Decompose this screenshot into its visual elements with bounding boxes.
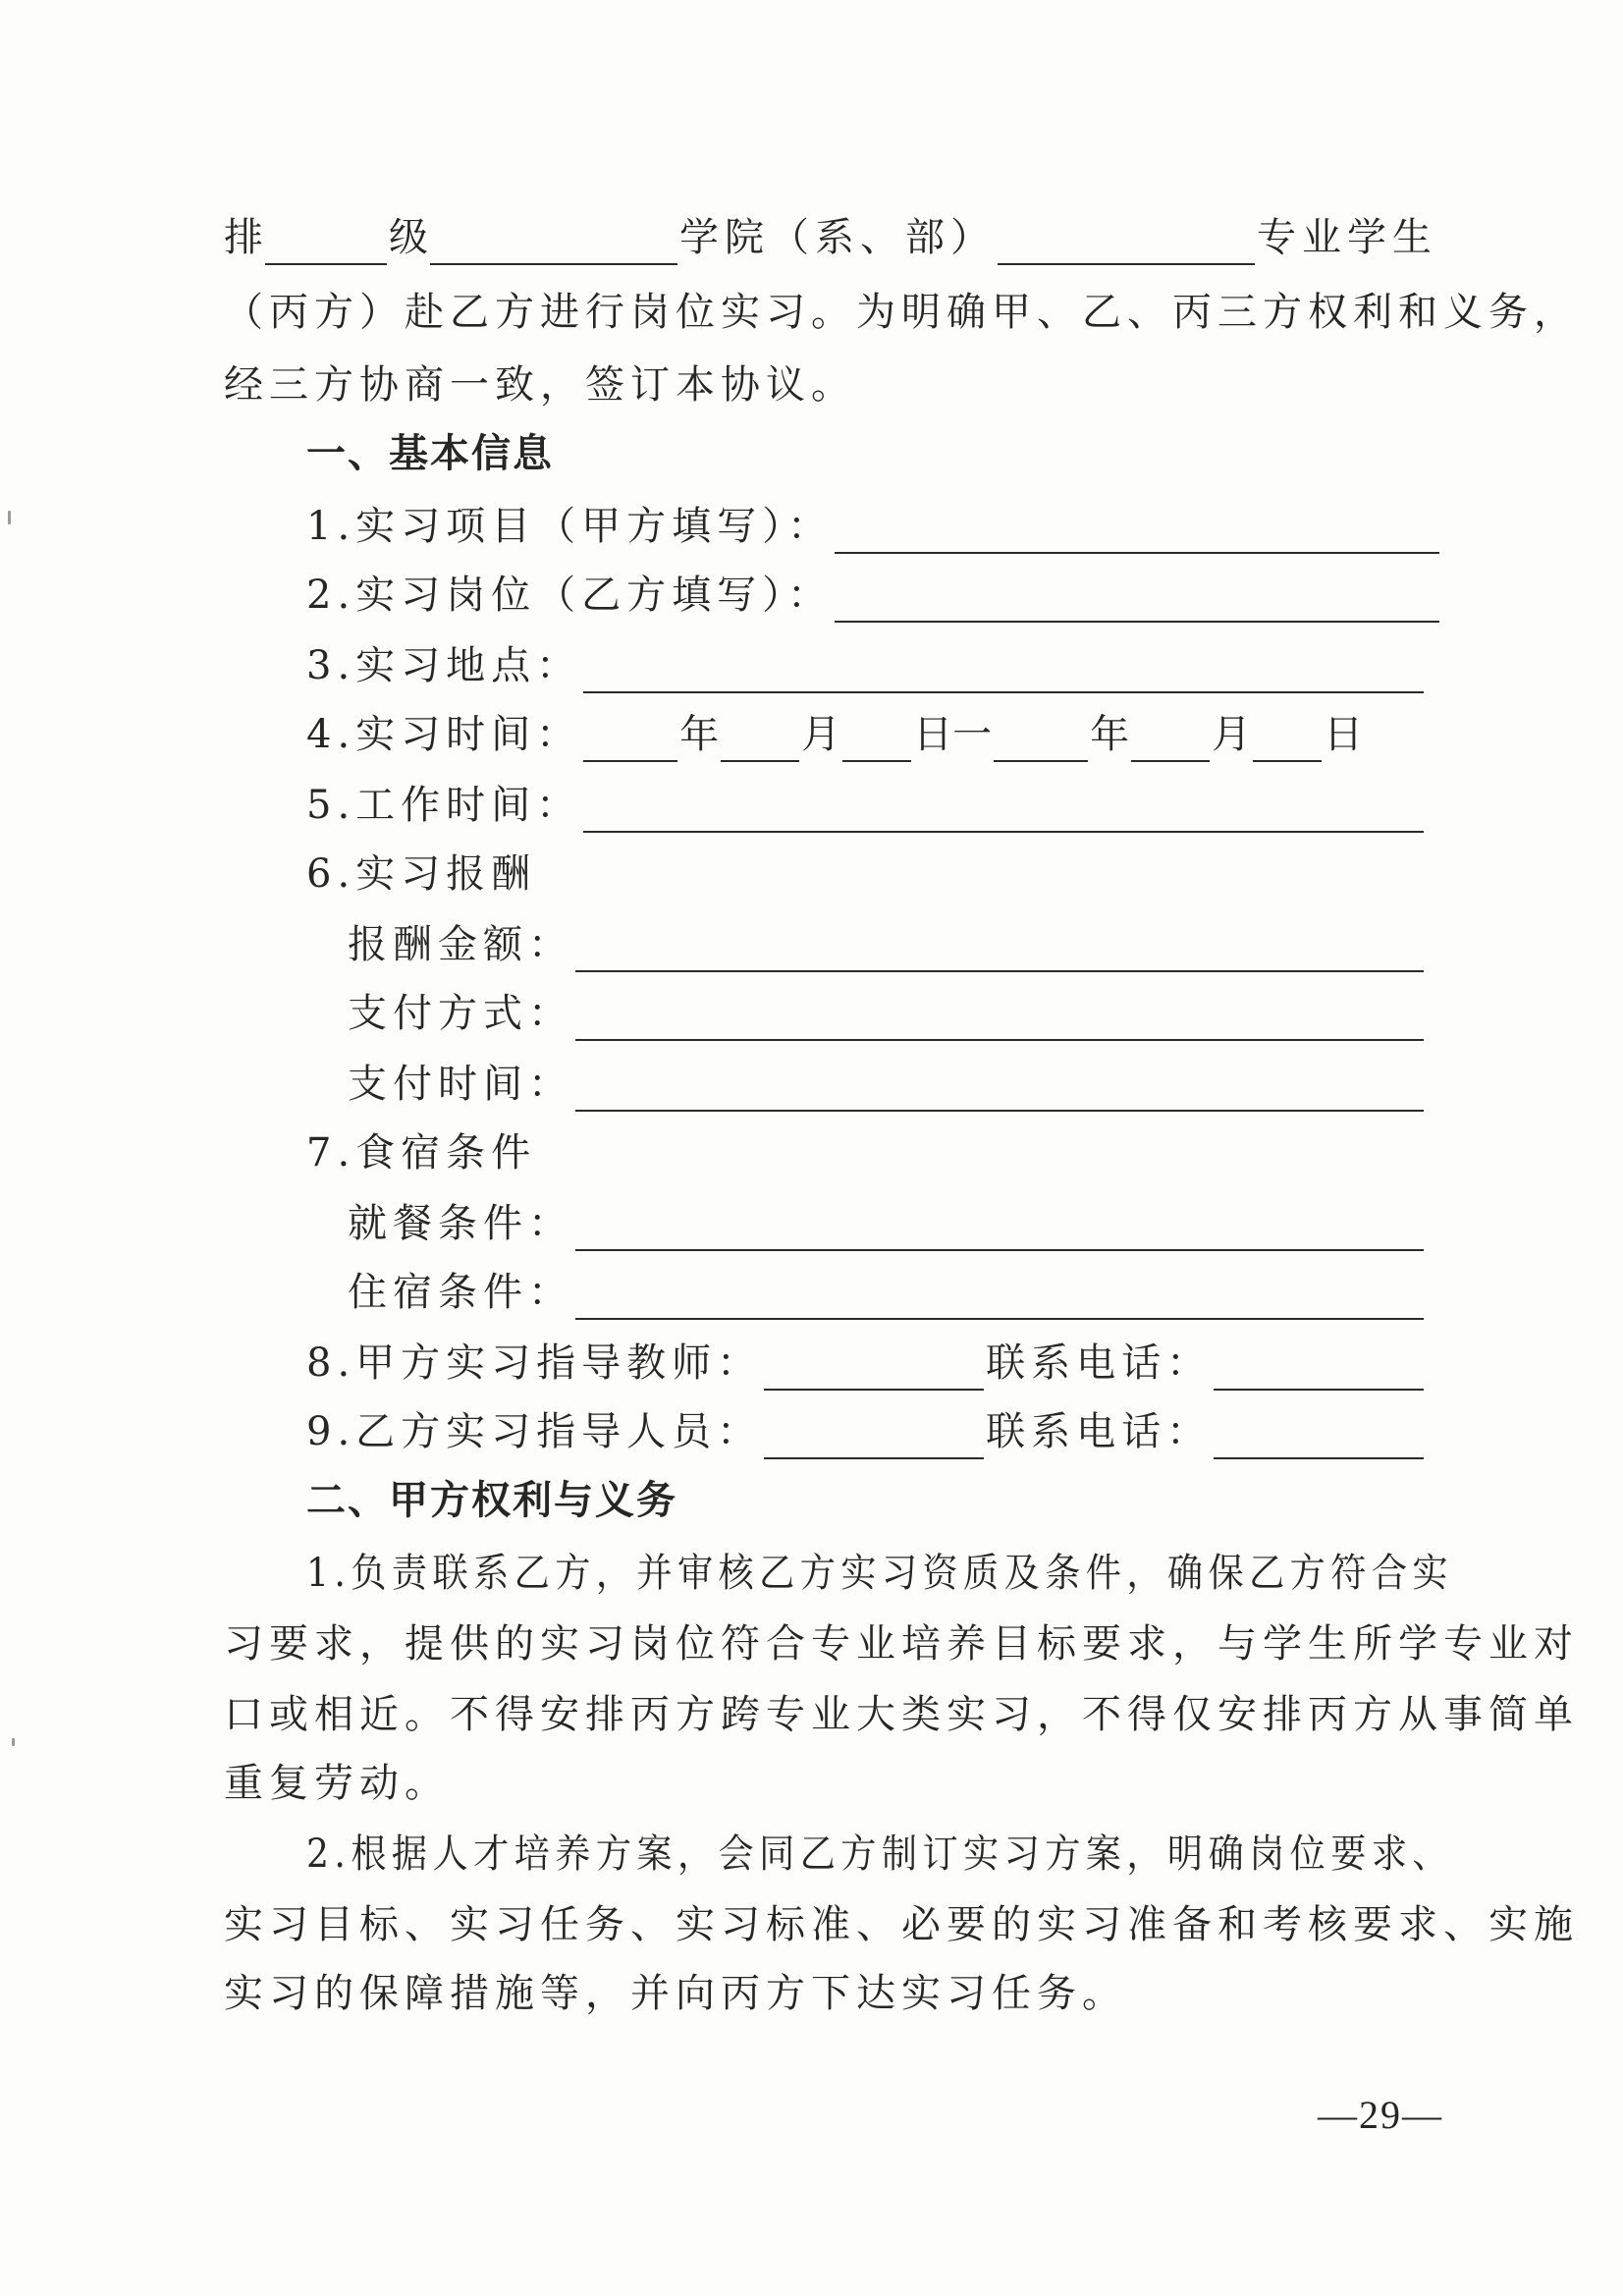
s2-p1-l4 bbox=[224, 1756, 1441, 1811]
item-9-phone-blank[interactable] bbox=[1214, 1414, 1424, 1459]
item-5-row bbox=[306, 778, 1426, 833]
item-5-blank[interactable] bbox=[583, 788, 1424, 833]
item-8-phone-label: 联系电话： bbox=[986, 1340, 1213, 1386]
item-6-label: 6.实习报酬 bbox=[306, 851, 537, 897]
start-month-text: 月 bbox=[801, 712, 841, 757]
scan-speck bbox=[8, 511, 11, 524]
item-3-label: 3.实习地点： bbox=[306, 643, 582, 688]
item-6-amount-blank[interactable] bbox=[575, 927, 1424, 972]
page-number: —29— bbox=[1318, 2093, 1443, 2137]
item-7-lodging-label: 住宿条件： bbox=[348, 1270, 573, 1315]
item-7-meal-label: 就餐条件： bbox=[348, 1201, 573, 1246]
s2-p1-l1 bbox=[306, 1546, 1453, 1601]
s2-p1-text-3: 口或相近。不得安排丙方跨专业大类实习，不得仅安排丙方从事简单 bbox=[224, 1692, 1579, 1737]
end-year-blank[interactable] bbox=[994, 717, 1088, 762]
s2-p2-l2 bbox=[224, 1897, 1579, 1952]
intro-line-3 bbox=[224, 357, 1441, 412]
item-7-label: 7.食宿条件 bbox=[306, 1130, 537, 1175]
item-6-method-label: 支付方式： bbox=[348, 991, 573, 1036]
item-7-lodging-blank[interactable] bbox=[575, 1275, 1424, 1320]
item-6-time-blank[interactable] bbox=[575, 1066, 1424, 1112]
s2-p1-text-1: 1.负责联系乙方，并审核乙方实习资质及条件，确保乙方符合实 bbox=[306, 1551, 1453, 1596]
start-year-text: 年 bbox=[679, 712, 720, 757]
scan-speck bbox=[12, 1738, 15, 1746]
section-2-title bbox=[306, 1473, 677, 1528]
item-5-label: 5.工作时间： bbox=[306, 783, 582, 828]
item-9-label: 9.乙方实习指导人员： bbox=[306, 1409, 763, 1454]
item-6-row bbox=[306, 847, 536, 902]
blank-major[interactable] bbox=[998, 220, 1255, 265]
start-year-blank[interactable] bbox=[583, 717, 677, 762]
s2-p2-l3 bbox=[224, 1966, 1441, 2021]
item-1-blank[interactable] bbox=[835, 509, 1439, 554]
blank-grade[interactable] bbox=[265, 220, 387, 265]
section-1-title bbox=[306, 426, 554, 481]
start-day-text: 日一 bbox=[913, 712, 993, 757]
item-4-row bbox=[306, 707, 1426, 762]
intro-text-major: 专业学生 bbox=[1257, 215, 1437, 260]
s2-p2-l1 bbox=[306, 1827, 1453, 1882]
s2-p1-text-4: 重复劳动。 bbox=[224, 1761, 450, 1806]
item-4-label: 4.实习时间： bbox=[306, 712, 582, 757]
intro-text-line2: （丙方）赴乙方进行岗位实习。为明确甲、乙、丙三方权利和义务， bbox=[224, 290, 1579, 335]
item-7-meal-blank[interactable] bbox=[575, 1206, 1424, 1251]
item-6-method-blank[interactable] bbox=[575, 996, 1424, 1041]
item-2-label: 2.实习岗位（乙方填写）： bbox=[306, 573, 834, 618]
item-9-row bbox=[306, 1404, 1426, 1459]
s2-p2-text-3: 实习的保障措施等，并向丙方下达实习任务。 bbox=[224, 1971, 1127, 2016]
item-6-amount-row bbox=[348, 917, 1426, 972]
item-7-meal-row bbox=[348, 1196, 1426, 1251]
s2-p1-l3 bbox=[224, 1687, 1579, 1742]
item-9-staff-blank[interactable] bbox=[764, 1414, 984, 1459]
item-6-time-label: 支付时间： bbox=[348, 1062, 573, 1107]
end-month-blank[interactable] bbox=[1131, 717, 1210, 762]
end-day-text: 日 bbox=[1324, 712, 1364, 757]
item-9-phone-label: 联系电话： bbox=[986, 1409, 1213, 1454]
s2-p2-text-2: 实习目标、实习任务、实习标准、必要的实习准备和考核要求、实施 bbox=[224, 1902, 1579, 1947]
item-7-row bbox=[306, 1125, 536, 1180]
item-1-row bbox=[306, 499, 1441, 554]
item-7-lodging-row bbox=[348, 1265, 1426, 1320]
item-2-row bbox=[306, 568, 1441, 623]
item-6-time-row bbox=[348, 1057, 1426, 1112]
end-month-text: 月 bbox=[1212, 712, 1252, 757]
intro-text-college: 学院（系、部） bbox=[679, 215, 996, 260]
item-1-label: 1.实习项目（甲方填写）： bbox=[306, 504, 834, 549]
section-2-title-text: 二、甲方权利与义务 bbox=[306, 1478, 677, 1523]
end-year-text: 年 bbox=[1090, 712, 1130, 757]
s2-p1-text-2: 习要求，提供的实习岗位符合专业培养目标要求，与学生所学专业对 bbox=[224, 1621, 1579, 1667]
intro-text-pai: 排 bbox=[224, 215, 263, 260]
intro-text-ji: 级 bbox=[389, 215, 428, 260]
intro-line-2 bbox=[224, 285, 1579, 340]
item-8-label: 8.甲方实习指导教师： bbox=[306, 1340, 763, 1386]
item-2-blank[interactable] bbox=[835, 577, 1439, 623]
s2-p1-l2 bbox=[224, 1616, 1579, 1671]
end-day-blank[interactable] bbox=[1253, 717, 1322, 762]
section-1-title-text: 一、基本信息 bbox=[306, 431, 554, 476]
intro-text-line3: 经三方协商一致，签订本协议。 bbox=[224, 362, 856, 408]
s2-p2-text-1: 2.根据人才培养方案，会同乙方制订实习方案，明确岗位要求、 bbox=[306, 1831, 1453, 1877]
item-8-teacher-blank[interactable] bbox=[764, 1345, 984, 1391]
blank-college[interactable] bbox=[430, 220, 677, 265]
start-day-blank[interactable] bbox=[842, 717, 911, 762]
start-month-blank[interactable] bbox=[721, 717, 799, 762]
item-8-phone-blank[interactable] bbox=[1214, 1345, 1424, 1391]
item-8-row bbox=[306, 1336, 1426, 1391]
item-3-blank[interactable] bbox=[583, 648, 1424, 693]
item-3-row bbox=[306, 638, 1426, 693]
intro-line-1 bbox=[224, 210, 1441, 265]
item-6-amount-label: 报酬金额： bbox=[348, 922, 573, 967]
item-6-method-row bbox=[348, 986, 1426, 1041]
